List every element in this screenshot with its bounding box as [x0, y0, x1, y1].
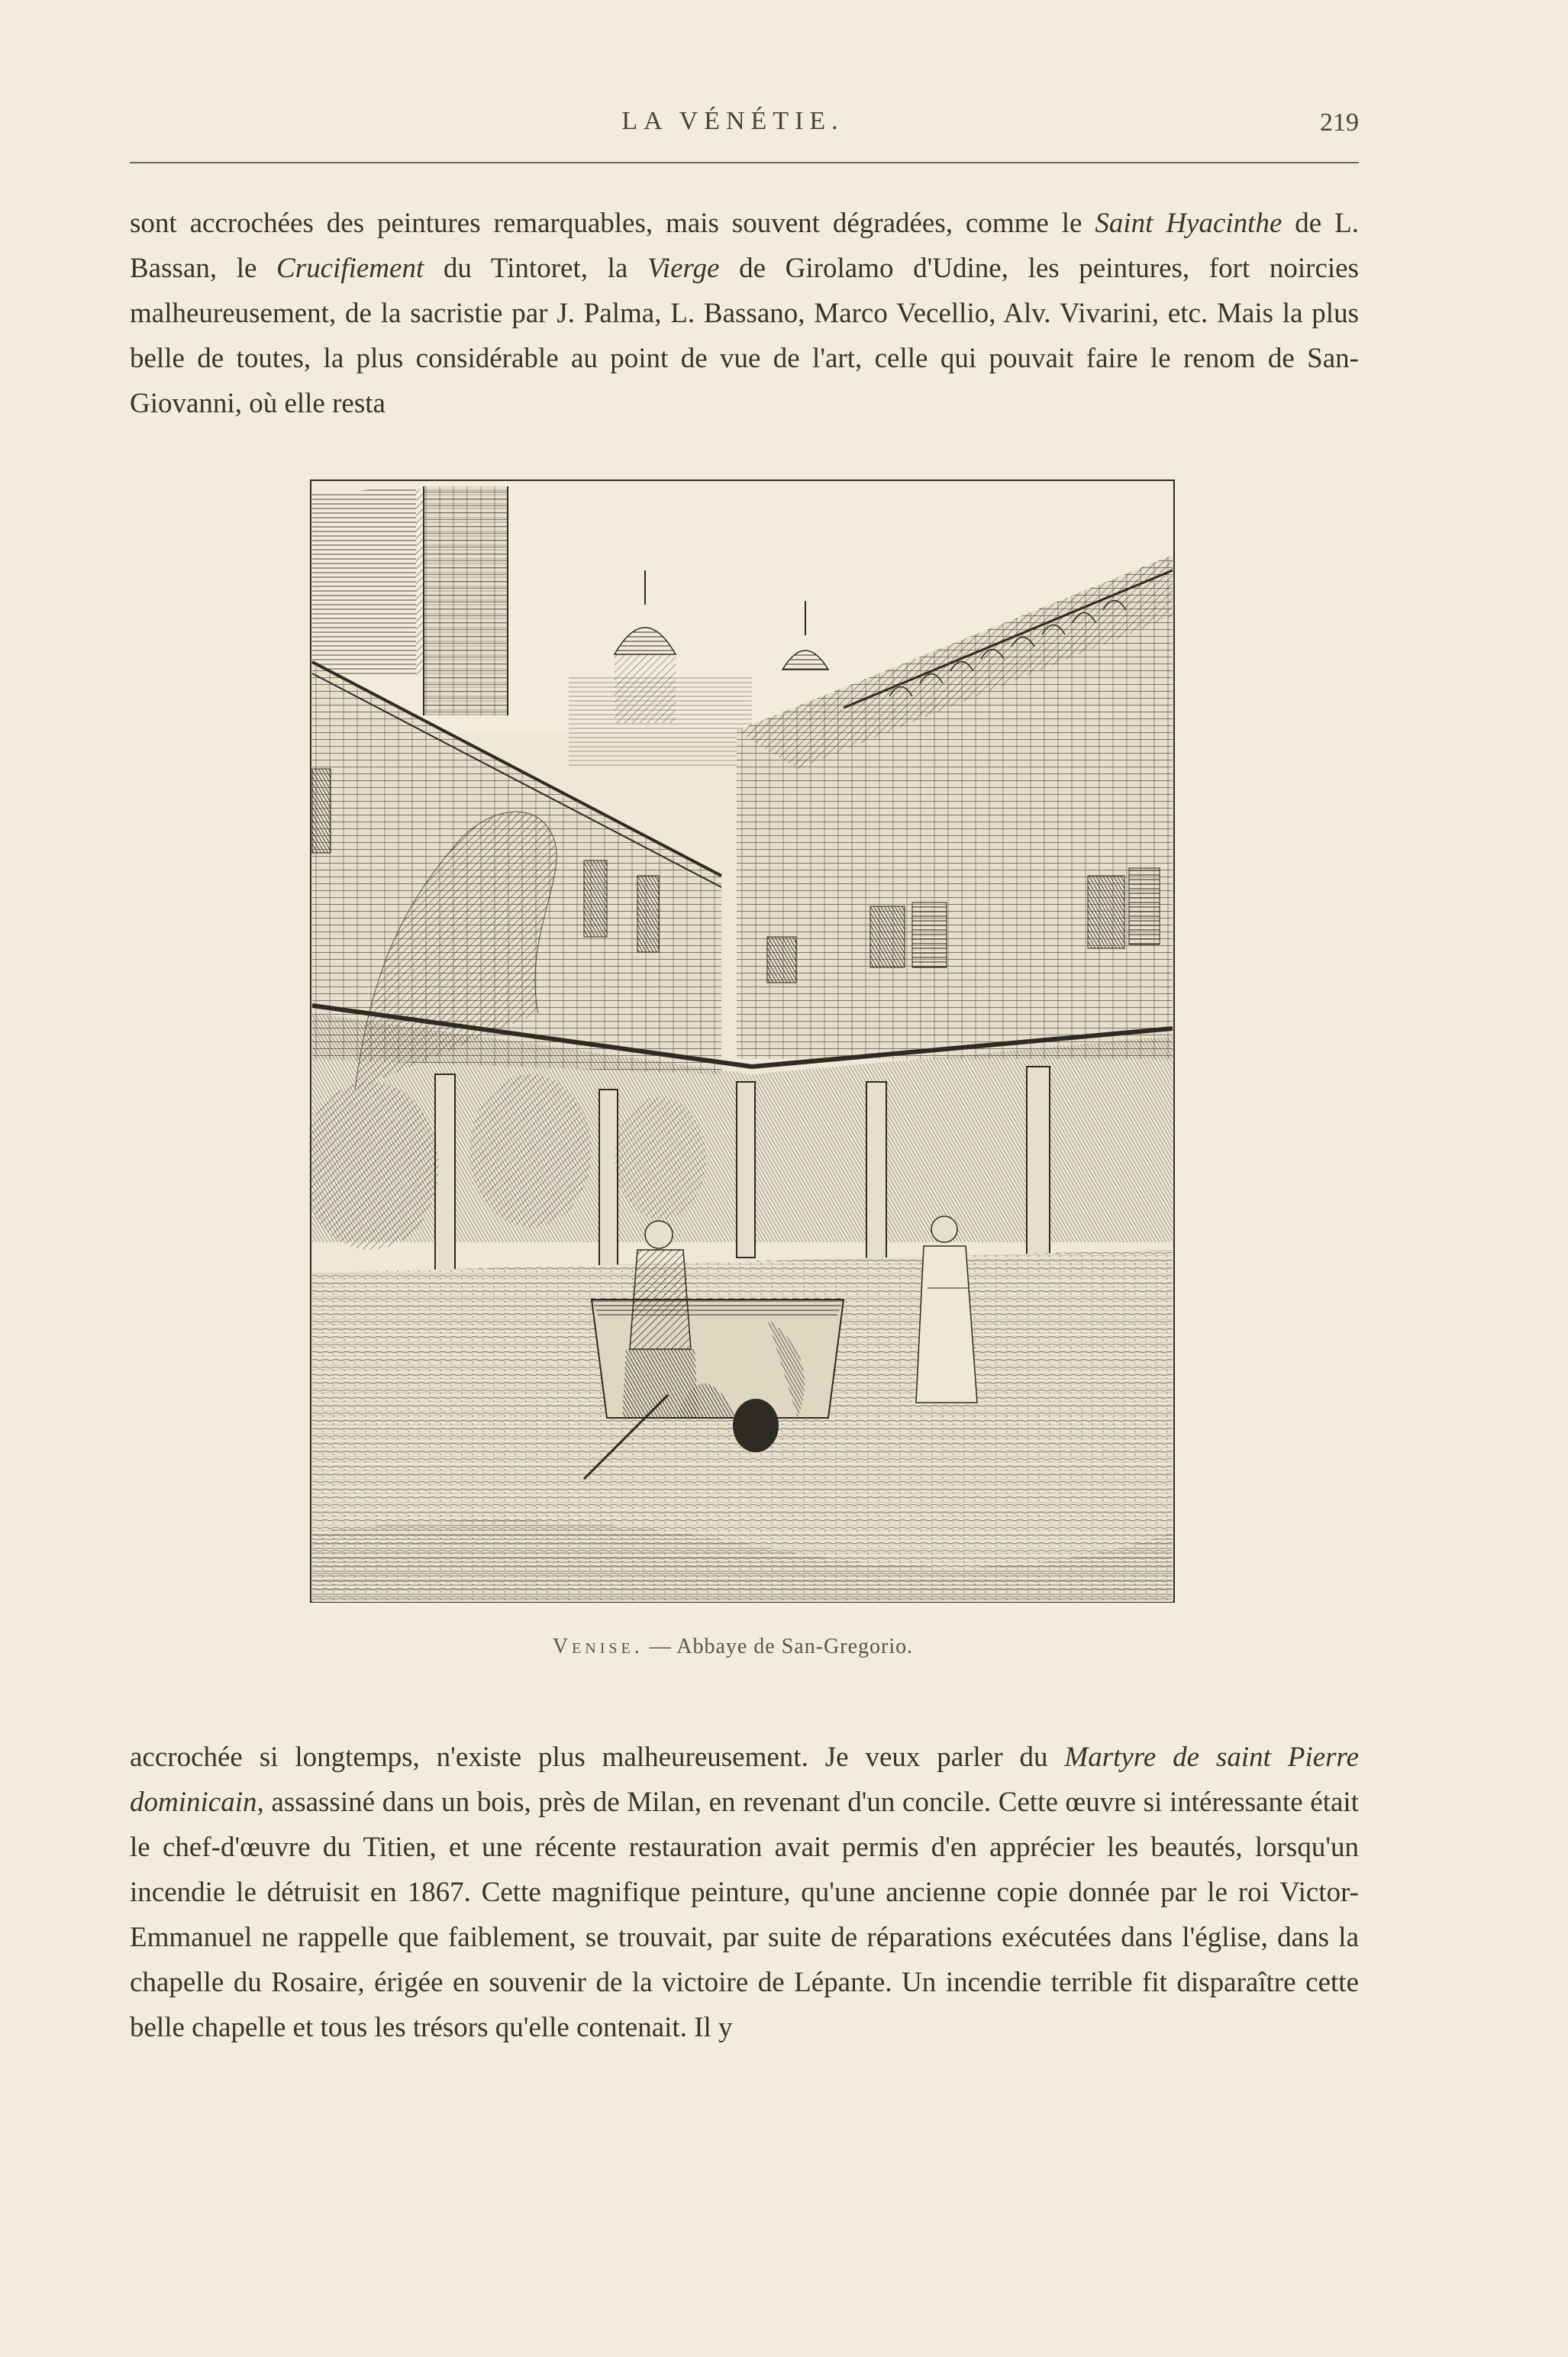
paragraph-top-text [130, 201, 1359, 426]
text-run: sont accrochées des peintures remarquables, mais souvent dégradées, comme le [130, 208, 1095, 239]
text-run: assassiné dans un bois, près de Milan, en revenant d'un concile. Cette œuvre si intéressante était le chef-d'œuvre du Titien, et une récente restauration avait permis d'en apprécier les beautés, lorsqu'un incendie le détruisit en 1867. Cette magnifique peinture, qu'une ancienne copie donnée par le roi Victor-Emmanuel ne rappelle que faiblement, se trouvait, par suite de réparations exécutées dans l'église, dans la chapelle du Rosaire, érigée en souvenir de la victoire de Lépante. Un incendie terrible fit disparaître cette belle chapelle et tous les trésors qu'elle contenait. Il y [130, 1787, 1359, 2043]
text-run: de Girolamo d'Udine, les peintures, fort noircies malheureusement, de la sacristie par J. Palma, L. Bassano, Marco Vecellio, Alv. Vivarini, etc. Mais la plus belle de toutes, la plus considérable au point de vue de l'art, celle qui pouvait faire le renom de San-Giovanni, où elle resta [130, 253, 1359, 419]
running-title: LA VÉNÉTIE. [621, 107, 844, 135]
paragraph-bottom-text [130, 1735, 1359, 2050]
italic-title: Vierge [647, 253, 720, 284]
italic-title: Martyre de saint Pierre dominicain, [130, 1742, 1359, 1818]
page-number: 219 [1320, 108, 1359, 137]
caption-title: Abbaye de San-Gregorio. [676, 1635, 914, 1658]
engraving-illustration [309, 479, 1176, 1603]
text-run: du Tintoret, la [424, 253, 647, 284]
italic-title: Saint Hyacinthe [1095, 208, 1282, 239]
paragraph-top [130, 201, 1359, 426]
text-run: accrochée si longtemps, n'existe plus malheureusement. Je veux parler du [130, 1742, 1065, 1773]
italic-title: Crucifiement [276, 253, 424, 284]
caption-dash: — [643, 1635, 677, 1658]
text-run: de L. Bassan, le [130, 208, 1360, 284]
figure-caption [0, 1635, 1466, 1659]
paragraph-bottom [130, 1735, 1359, 2050]
header-rule [130, 162, 1359, 163]
caption-place: Venise. [552, 1635, 644, 1658]
